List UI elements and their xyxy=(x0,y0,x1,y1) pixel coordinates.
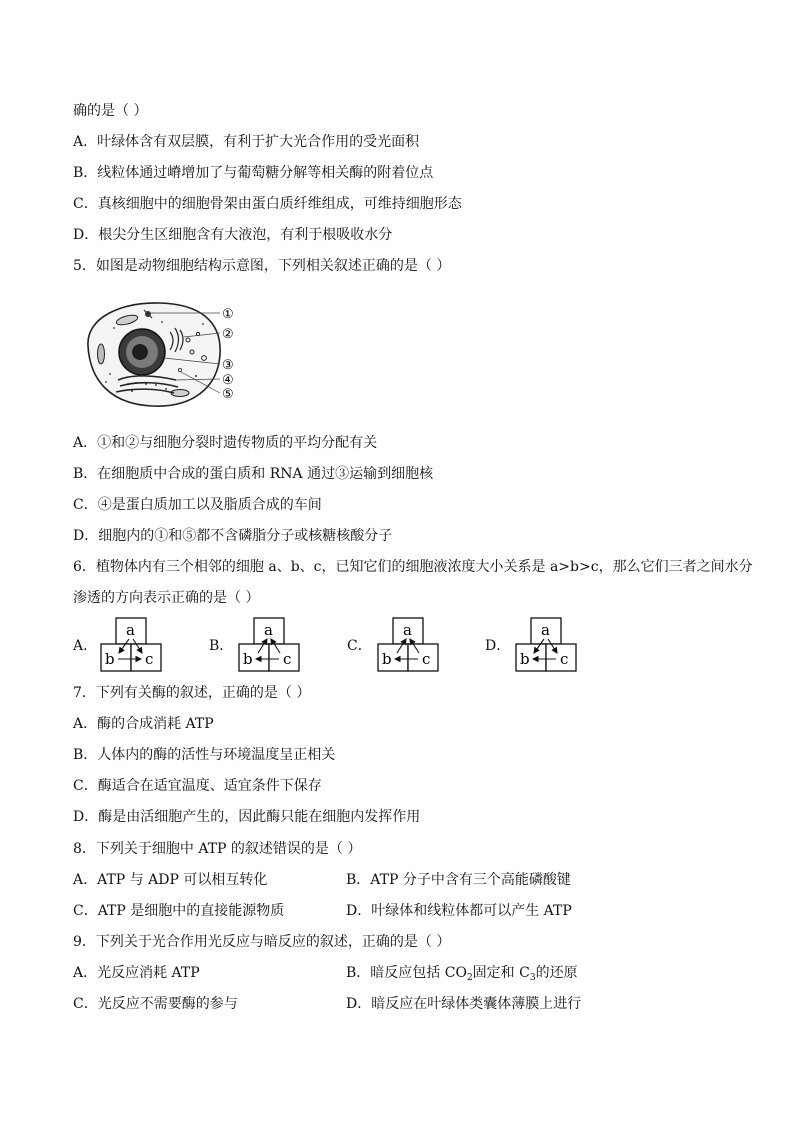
q6-option-c-label[interactable]: C． xyxy=(347,638,372,654)
q6-option-b-label[interactable]: B． xyxy=(209,638,234,654)
q9-option-b-sub-3: 3 xyxy=(529,973,536,983)
cell-label-1: ① xyxy=(222,307,234,322)
q4-option-a[interactable]: A．叶绿体含有双层膜，有利于扩大光合作用的受光面积 xyxy=(73,134,420,150)
q7-option-c[interactable]: C．酶适合在适宜温度、适宜条件下保存 xyxy=(73,778,322,794)
q6d-cell-b: b xyxy=(520,650,530,668)
q4-option-d[interactable]: D．根尖分生区细胞含有大液泡，有利于根吸收水分 xyxy=(73,227,393,243)
q4-option-c[interactable]: C．真核细胞中的细胞骨架由蛋白质纤维组成，可维持细胞形态 xyxy=(73,196,462,212)
q9-option-c[interactable]: C．光反应不需要酶的参与 xyxy=(73,996,238,1012)
q6-stem-line1: 6．植物体内有三个相邻的细胞 a、b、c，已知它们的细胞液浓度大小关系是 a>b>c，那么它们三者之间水分 xyxy=(73,559,753,575)
q8-option-a[interactable]: A．ATP 与 ADP 可以相互转化 xyxy=(73,872,268,888)
q5-stem: 5．如图是动物细胞结构示意图，下列相关叙述正确的是（ ） xyxy=(73,258,451,274)
q6a-cell-b: b xyxy=(105,650,115,668)
q6-option-d-label[interactable]: D． xyxy=(485,638,511,654)
q6-option-a-figure[interactable] xyxy=(100,617,162,677)
q5-option-b[interactable]: B．在细胞质中合成的蛋白质和 RNA 通过③运输到细胞核 xyxy=(73,466,434,482)
q8-option-b[interactable]: B．ATP 分子中含有三个高能磷酸键 xyxy=(346,872,571,888)
q6c-cell-c: c xyxy=(422,650,431,668)
cell-label-4: ④ xyxy=(222,373,234,388)
q9-option-b-sub-2: 2 xyxy=(466,973,473,983)
q8-option-d[interactable]: D．叶绿体和线粒体都可以产生 ATP xyxy=(346,903,572,919)
q6d-cell-c: c xyxy=(560,650,569,668)
q7-option-a[interactable]: A．酶的合成消耗 ATP xyxy=(73,716,214,732)
q9-option-d[interactable]: D．暗反应在叶绿体类囊体薄膜上进行 xyxy=(346,996,582,1012)
q6-option-c-figure[interactable] xyxy=(377,617,439,677)
q6d-cell-a: a xyxy=(541,621,550,639)
cell-label-3: ③ xyxy=(222,358,234,373)
q7-option-b[interactable]: B．人体内的酶的活性与环境温度呈正相关 xyxy=(73,747,336,763)
q9-stem: 9．下列关于光合作用光反应与暗反应的叙述，正确的是（ ） xyxy=(73,934,451,950)
q6b-cell-a: a xyxy=(264,621,273,639)
q6a-cell-a: a xyxy=(126,621,135,639)
cell-label-2: ② xyxy=(222,327,234,342)
q5-option-d[interactable]: D．细胞内的①和⑤都不含磷脂分子或核糖核酸分子 xyxy=(73,528,393,544)
q9-option-b-text-post: 的还原 xyxy=(535,965,578,981)
q8-stem: 8．下列关于细胞中 ATP 的叙述错误的是（ ） xyxy=(73,841,362,857)
q6b-cell-b: b xyxy=(243,650,253,668)
q6a-cell-c: c xyxy=(145,650,154,668)
q7-option-d[interactable]: D．酶是由活细胞产生的，因此酶只能在细胞内发挥作用 xyxy=(73,809,421,825)
q7-stem: 7．下列有关酶的叙述，正确的是（ ） xyxy=(73,685,311,701)
q4-option-b[interactable]: B．线粒体通过嵴增加了与葡萄糖分解等相关酶的附着位点 xyxy=(73,165,434,181)
nucleolus-shape xyxy=(132,344,148,360)
cell-label-5: ⑤ xyxy=(222,387,234,402)
q5-option-a[interactable]: A．①和②与细胞分裂时遗传物质的平均分配有关 xyxy=(73,435,378,451)
animal-cell-diagram xyxy=(80,296,245,420)
q6-option-b-figure[interactable] xyxy=(238,617,300,677)
q6-option-a-label[interactable]: A． xyxy=(73,638,98,654)
mitochondrion-shape xyxy=(98,344,105,364)
q5-option-c[interactable]: C．④是蛋白质加工以及脂质合成的车间 xyxy=(73,497,322,513)
q6c-cell-a: a xyxy=(403,621,412,639)
q6b-cell-c: c xyxy=(283,650,292,668)
q4-stem-tail: 确的是（ ） xyxy=(73,103,148,119)
q9-option-b[interactable] xyxy=(346,963,578,988)
q8-option-c[interactable]: C．ATP 是细胞中的直接能源物质 xyxy=(73,903,285,919)
animal-cell-svg xyxy=(80,296,245,416)
q6-option-d-figure[interactable] xyxy=(515,617,577,677)
q9-option-a[interactable]: A．光反应消耗 ATP xyxy=(73,965,200,981)
q6c-cell-b: b xyxy=(382,650,392,668)
q9-option-b-text-mid: 固定和 C xyxy=(472,965,530,981)
q6-stem-line2: 渗透的方向表示正确的是（ ） xyxy=(73,590,260,606)
q9-option-b-text-pre: B．暗反应包括 CO xyxy=(346,965,467,981)
